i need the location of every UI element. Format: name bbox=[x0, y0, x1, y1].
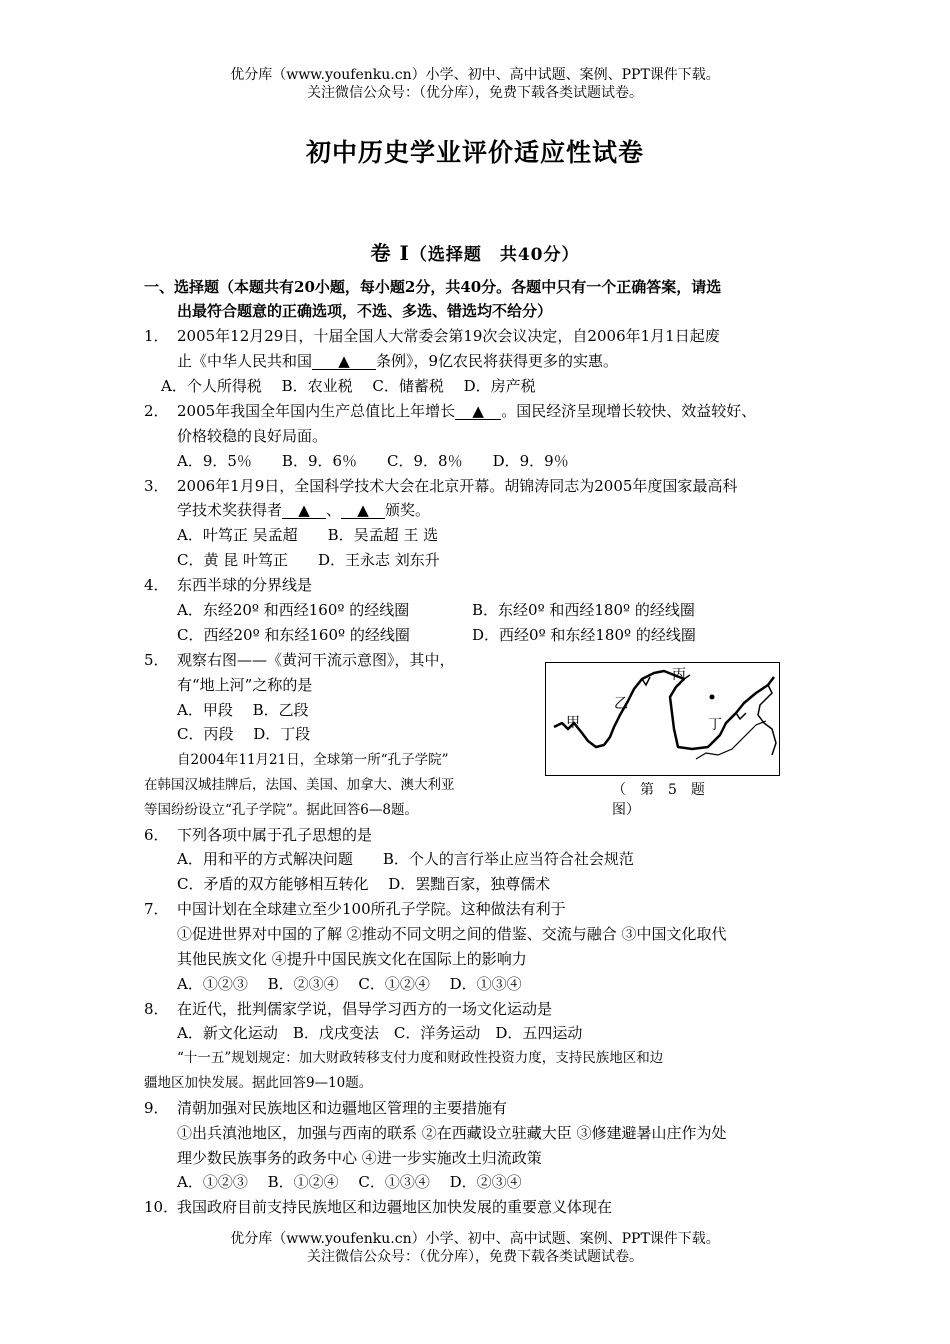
map-caption bbox=[612, 780, 722, 820]
q1-line-2b: 条例》，9亿农民将获得更多的实惠。 bbox=[376, 352, 619, 370]
q3-number: 3． bbox=[144, 477, 169, 495]
q8-line-1: 在近代，批判儒家学说，倡导学习西方的一场文化运动是 bbox=[177, 1000, 553, 1018]
q3-options-ab: A．叶笃正 吴孟超 B．吴孟超 王 选 bbox=[177, 526, 439, 544]
q1-line-1: 2005年12月29日，十届全国人大常委会第19次会议决定，自2006年1月1日起废 bbox=[177, 327, 720, 345]
q5-options-ab: A．甲段 B．乙段 bbox=[177, 701, 309, 719]
q3-blank-2: ▲ bbox=[341, 502, 385, 519]
q9-number: 9． bbox=[144, 1099, 169, 1117]
q8-number: 8． bbox=[144, 1000, 169, 1018]
q4-line-1: 东西半球的分界线是 bbox=[177, 576, 313, 594]
q3-line-1: 2006年1月9日，全国科学技术大会在北京开幕。胡锦涛同志为2005年度国家最高科 bbox=[177, 477, 738, 495]
q2-blank: ▲ bbox=[455, 403, 501, 420]
q3-line-2 bbox=[177, 500, 430, 520]
q6-number: 6． bbox=[144, 826, 169, 844]
q6-options-cd: C．矛盾的双方能够相互转化 D．罢黜百家，独尊儒术 bbox=[177, 875, 551, 893]
map-caption-2: 图） bbox=[612, 802, 640, 818]
q3-line-2b: 、 bbox=[326, 501, 342, 519]
footer-line-2: 关注微信公众号：（优分库），免费下载各类试题试卷。 bbox=[307, 1249, 643, 1265]
q2-line-1a: 2005年我国全年国内生产总值比上年增长 bbox=[177, 402, 456, 420]
q2-line-2: 价格较稳的良好局面。 bbox=[177, 427, 328, 445]
q3-blank-1: ▲ bbox=[282, 502, 326, 519]
q5-line-1: 观察右图——《黄河干流示意图》，其中， bbox=[177, 651, 455, 669]
q9-line-3: 理少数民族事务的政务中心 ④进一步实施改土归流政策 bbox=[177, 1149, 542, 1167]
q8-options: A．新文化运动 B．戊戌变法 C．洋务运动 D．五四运动 bbox=[177, 1024, 583, 1042]
q7-line-1: 中国计划在全球建立至少100所孔子学院。这种做法有利于 bbox=[177, 900, 566, 918]
q1-options: A．个人所得税 B．农业税 C．储蓄税 D．房产税 bbox=[161, 377, 536, 395]
map-label-ding: 丁 bbox=[708, 717, 722, 733]
q1-line-2a: 止《中华人民共和国 bbox=[177, 352, 313, 370]
q4-option-a: A．东经20º 和西经160º 的经线圈 bbox=[177, 601, 410, 619]
page-footer bbox=[0, 1230, 950, 1266]
q7-number: 7． bbox=[144, 900, 169, 918]
coast-line bbox=[696, 721, 766, 759]
q9-line-2: ①出兵滇池地区，加强与西南的联系 ②在西藏设立驻藏大臣 ③修建避暑山庄作为处 bbox=[177, 1124, 727, 1142]
yellow-river-map-drawing bbox=[546, 663, 779, 775]
instructions-line-1: 一、选择题（本题共有20小题，每小题2分，共40分。各题中只有一个正确答案，请选 bbox=[144, 278, 722, 296]
q2-number: 2． bbox=[144, 402, 169, 420]
yellow-river-map bbox=[545, 662, 780, 776]
section-main: 卷 Ⅰ bbox=[370, 241, 410, 265]
passage2-line-2: 疆地区加快发展。据此回答9—10题。 bbox=[144, 1075, 373, 1091]
q1-line-2 bbox=[177, 351, 618, 371]
passage2-line-1: “十一五”规划规定：加大财政转移支付力度和财政性投资力度，支持民族地区和边 bbox=[177, 1050, 664, 1066]
page-header bbox=[0, 66, 950, 102]
q7-line-3: 其他民族文化 ④提升中国民族文化在国际上的影响力 bbox=[177, 950, 527, 968]
q2-options: A．9．5％ B．9．6％ C．9．8％ D．9．9％ bbox=[177, 452, 569, 470]
q9-options: A．①②③ B．①②④ C．①③④ D．②③④ bbox=[177, 1173, 522, 1191]
passage1-line-2: 在韩国汉城挂牌后，法国、美国、加拿大、澳大利亚 bbox=[144, 777, 455, 793]
q5-options-cd: C．丙段 D．丁段 bbox=[177, 725, 311, 743]
q2-line-1 bbox=[177, 401, 756, 421]
map-label-yi: 乙 bbox=[614, 696, 628, 712]
q7-options: A．①②③ B．②③④ C．①②④ D．①③④ bbox=[177, 975, 522, 993]
passage1-line-1: 自2004年11月21日，全球第一所“孔子学院” bbox=[177, 752, 449, 768]
section-heading bbox=[0, 237, 950, 266]
q5-number: 5． bbox=[144, 651, 169, 669]
q3-line-2a: 学技术奖获得者 bbox=[177, 501, 283, 519]
q3-line-2c: 颁奖。 bbox=[385, 501, 431, 519]
passage1-line-3: 等国纷纷设立“孔子学院”。据此回答6—8题。 bbox=[144, 802, 418, 818]
q7-line-2: ①促进世界对中国的了解 ②推动不同文明之间的借鉴、交流与融合 ③中国文化取代 bbox=[177, 925, 727, 943]
map-label-bing: 丙 bbox=[672, 667, 686, 683]
q10-number: 10． bbox=[144, 1198, 179, 1216]
map-label-jia: 甲 bbox=[566, 715, 580, 731]
q9-line-1: 清朝加强对民族地区和边疆地区管理的主要措施有 bbox=[177, 1099, 508, 1117]
river-line bbox=[554, 671, 774, 749]
q3-options-cd: C．黄 昆 叶笃正 D．王永志 刘东升 bbox=[177, 551, 440, 569]
header-line-1: 优分库（www.youfenku.cn）小学、初中、高中试题、案例、PPT课件下载。 bbox=[230, 67, 720, 83]
beijing-dot bbox=[710, 695, 715, 700]
q4-option-d: D．西经0º 和东经180º 的经线圈 bbox=[472, 626, 696, 644]
header-line-2: 关注微信公众号：（优分库），免费下载各类试题试卷。 bbox=[307, 85, 643, 101]
q1-number: 1． bbox=[144, 327, 169, 345]
section-sub: （选择题 共40分） bbox=[409, 245, 580, 265]
instructions-line-2: 出最符合题意的正确选项，不选、多选、错选均不给分） bbox=[177, 302, 553, 320]
map-caption-1: （ 第 5 题 bbox=[612, 782, 705, 798]
exam-title: 初中历史学业评价适应性试卷 bbox=[305, 138, 644, 167]
q4-number: 4． bbox=[144, 576, 169, 594]
q1-blank: ▲ bbox=[312, 353, 376, 370]
q6-options-ab: A．用和平的方式解决问题 B．个人的言行举止应当符合社会规范 bbox=[177, 850, 634, 868]
q5-line-2: 有“地上河”之称的是 bbox=[177, 676, 313, 694]
q2-line-1b: 。国民经济呈现增长较快、效益较好、 bbox=[501, 402, 757, 420]
footer-line-1: 优分库（www.youfenku.cn）小学、初中、高中试题、案例、PPT课件下载。 bbox=[230, 1231, 720, 1247]
q4-option-b: B．东经0º 和西经180º 的经线圈 bbox=[472, 601, 695, 619]
q6-line-1: 下列各项中属于孔子思想的是 bbox=[177, 826, 373, 844]
q4-option-c: C．西经20º 和东经160º 的经线圈 bbox=[177, 626, 410, 644]
q10-line-1: 我国政府目前支持民族地区和边疆地区加快发展的重要意义体现在 bbox=[177, 1198, 613, 1216]
